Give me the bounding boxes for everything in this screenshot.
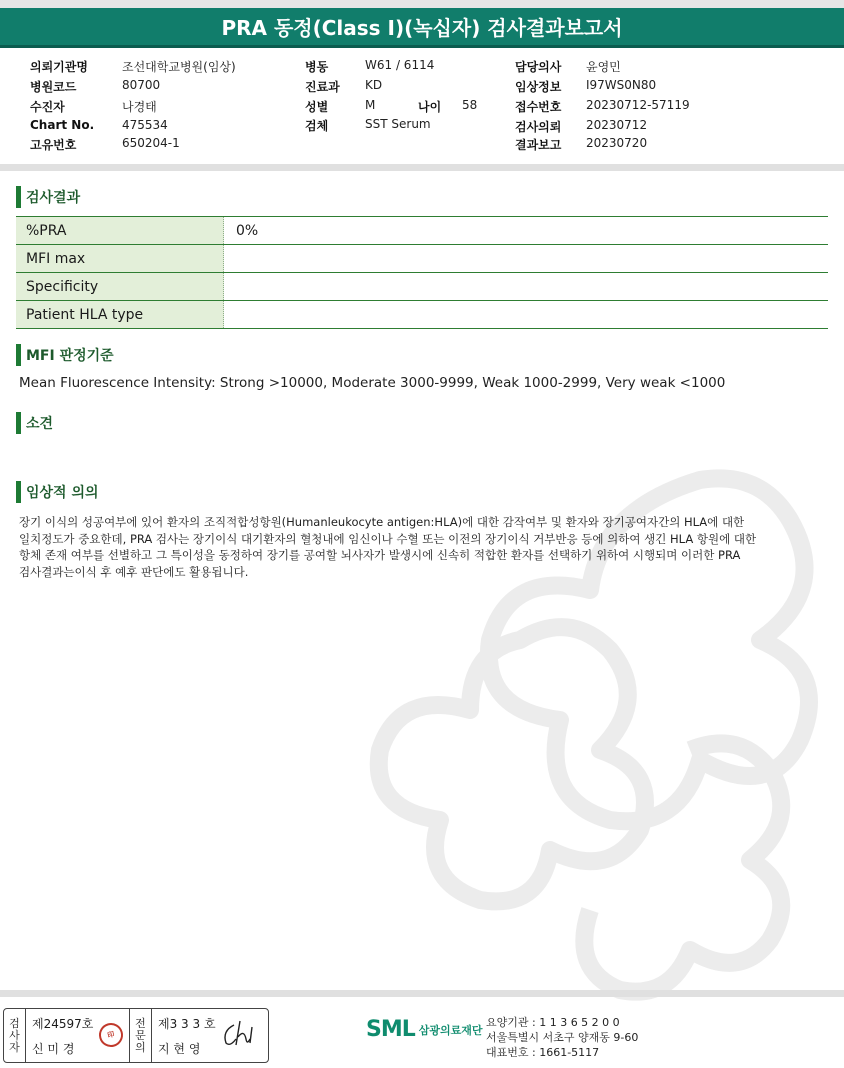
tester-label-char: 사 [9, 1028, 20, 1042]
opinion-section-title [16, 412, 53, 434]
specialist-label-char: 의 [135, 1040, 146, 1054]
info-value: 나경태 [122, 100, 157, 114]
table-row [16, 301, 828, 329]
specialist-entry [152, 1009, 268, 1062]
table-row [16, 217, 828, 245]
info-label: 성별 [305, 100, 329, 114]
age-label: 나이 [418, 100, 442, 114]
result-value: 0% [236, 222, 259, 239]
info-separator [0, 164, 844, 171]
result-label: Specificity [16, 273, 224, 300]
clinical-title-text: 임상적 의의 [26, 485, 99, 501]
tester-label [4, 1009, 26, 1062]
info-value: 윤영민 [586, 60, 621, 74]
report-title [0, 8, 844, 48]
info-value: 조선대학교병원(임상) [122, 60, 236, 74]
info-label: 검사의뢰 [515, 120, 562, 134]
tester-label-char: 검 [9, 1016, 20, 1030]
result-value [224, 273, 828, 300]
info-label: 진료과 [305, 80, 340, 94]
age-value: 58 [462, 98, 478, 112]
clinical-line: 장기 이식의 성공여부에 있어 환자의 조직적합성항원(Humanleukocyte antigen:HLA)에 대한 감작여부 및 환자와 장기공여자간의 HLA에 대한 [19, 515, 745, 529]
info-label: 병원코드 [30, 80, 77, 94]
info-label: 임상정보 [515, 80, 562, 94]
results-section-title [16, 186, 80, 208]
result-label: %PRA [16, 217, 224, 244]
tester-label-char: 자 [9, 1040, 20, 1054]
org-info-line: 서울특별시 서초구 양재동 9-60 [486, 1031, 639, 1044]
section-marker [16, 481, 21, 503]
specialist-label-char: 전 [135, 1016, 146, 1030]
tester-number: 제24597호 [32, 1016, 94, 1031]
signature-icon [220, 1019, 260, 1049]
specialist-number: 제3 3 3 호 [158, 1016, 216, 1031]
table-row [16, 273, 828, 301]
section-marker [16, 412, 21, 434]
info-value: 20230712-57119 [586, 98, 690, 112]
info-value: SST Serum [365, 117, 431, 131]
info-label: 병동 [305, 60, 329, 74]
result-value [224, 245, 828, 272]
signature-box [3, 1008, 269, 1063]
patient-info [0, 48, 844, 160]
info-value: I97WS0N80 [586, 78, 657, 92]
section-marker [16, 186, 21, 208]
organization-name: 삼광의료재단 [418, 1023, 483, 1037]
info-value: 80700 [122, 78, 161, 92]
info-value: W61 / 6114 [365, 58, 435, 72]
specialist-name: 지 현 영 [158, 1041, 201, 1056]
mfi-criteria-text: Mean Fluorescence Intensity: Strong >10000, Moderate 3000-9999, Weak 1000-2999, Very weak <1000 [19, 375, 726, 391]
info-value: 650204-1 [122, 136, 180, 150]
org-info-line: 요양기관 : 1 1 3 6 5 2 0 0 [486, 1016, 620, 1029]
top-gap [0, 0, 844, 8]
info-label: 수진자 [30, 100, 65, 114]
result-label: Patient HLA type [16, 301, 224, 328]
mfi-title-text: MFI 판정기준 [26, 348, 114, 364]
specialist-label-char: 문 [135, 1028, 146, 1042]
org-info-line: 대표번호 : 1661-5117 [486, 1046, 600, 1059]
info-label: 접수번호 [515, 100, 562, 114]
result-label: MFI max [16, 245, 224, 272]
info-label: 결과보고 [515, 138, 562, 152]
info-label: 의뢰기관명 [30, 60, 88, 74]
seal-stamp-icon: 印 [96, 1020, 125, 1049]
info-label: 고유번호 [30, 138, 77, 152]
info-value: 475534 [122, 118, 168, 132]
tester-name: 신 미 경 [32, 1041, 75, 1056]
specialist-label [130, 1009, 152, 1062]
result-value [224, 301, 828, 328]
results-title-text: 검사결과 [26, 190, 81, 206]
clinical-significance-text [19, 514, 809, 580]
info-value: 20230712 [586, 118, 648, 132]
info-label: Chart No. [30, 118, 95, 132]
footer [0, 990, 844, 1068]
section-marker [16, 344, 21, 366]
clinical-line: 항체 존재 여부를 선별하고 그 특이성을 동정하여 장기를 공여할 뇌사자가 발생시에 신속히 적합한 환자를 선택하기 위하여 시행되며 이러한 PRA [19, 548, 741, 562]
info-value: 20230720 [586, 136, 648, 150]
mfi-section-title [16, 344, 114, 366]
clinical-line: 일치정도가 중요한데, PRA 검사는 장기이식 대기환자의 혈청내에 임신이나 수혈 또는 이전의 장기이식 거부반응 등에 의하여 생긴 HLA 항원에 대한 [19, 531, 757, 546]
opinion-title-text: 소견 [26, 416, 54, 432]
clinical-line: 검사결과는이식 후 예후 판단에도 활용됩니다. [19, 564, 249, 579]
tester-entry [26, 1009, 130, 1062]
clinical-section-title [16, 481, 99, 503]
info-value: M [365, 98, 376, 112]
results-table [16, 216, 828, 329]
sml-logo-icon: SML [366, 1017, 415, 1042]
report-title-text: PRA 동정(Class I)(녹십자) 검사결과보고서 [221, 16, 623, 40]
organization-logo [366, 1017, 483, 1042]
info-label: 담당의사 [515, 60, 562, 74]
organization-info [486, 1015, 638, 1060]
table-row [16, 245, 828, 273]
info-value: KD [365, 78, 383, 92]
info-label: 검체 [305, 119, 329, 133]
